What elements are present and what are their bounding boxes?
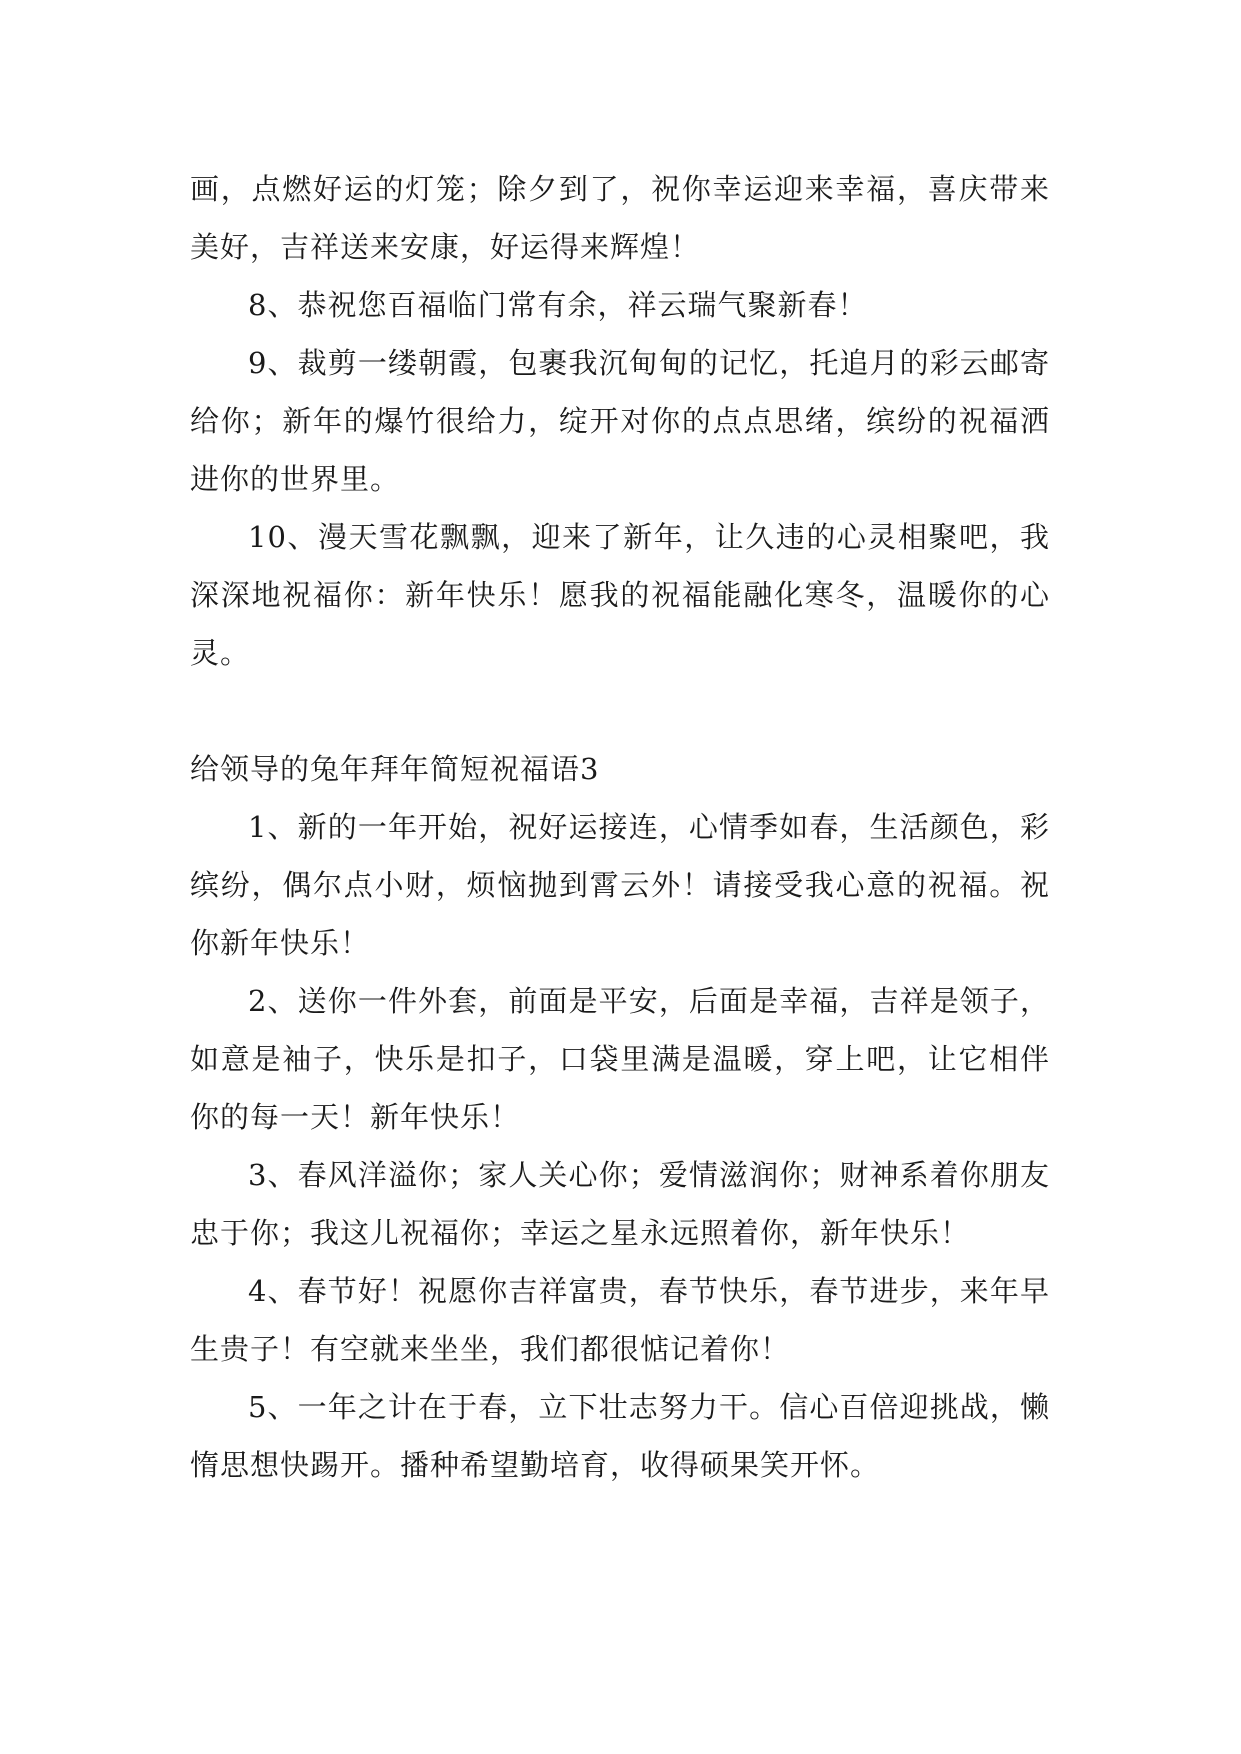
intro-continuation-paragraph: 画，点燃好运的灯笼；除夕到了，祝你幸运迎来幸福，喜庆带来美好，吉祥送来安康，好运得来辉煌！ <box>190 172 1050 264</box>
section3-item-5: 5、一年之计在于春，立下壮志努力干。信心百倍迎挑战，懒惰思想快踢开。播种希望勤培育，收得硕果笑开怀。 <box>190 1390 1050 1482</box>
document-body <box>190 160 1050 1494</box>
section3-item-3: 3、春风洋溢你；家人关心你；爱情滋润你；财神系着你朋友忠于你；我这儿祝福你；幸运之星永远照着你，新年快乐！ <box>190 1158 1050 1250</box>
section3-item-4: 4、春节好！祝愿你吉祥富贵，春节快乐，春节进步，来年早生贵子！有空就来坐坐，我们都很惦记着你！ <box>190 1274 1050 1366</box>
section3-item-1: 1、新的一年开始，祝好运接连，心情季如春，生活颜色，彩缤纷，偶尔点小财，烦恼抛到霄云外！请接受我心意的祝福。祝你新年快乐！ <box>190 810 1050 960</box>
blessing-item-10: 10、漫天雪花飘飘，迎来了新年，让久违的心灵相聚吧，我深深地祝福你：新年快乐！愿我的祝福能融化寒冬，温暖你的心灵。 <box>190 520 1050 670</box>
blessing-item-8: 8、恭祝您百福临门常有余，祥云瑞气聚新春！ <box>248 288 868 322</box>
section3-item-2: 2、送你一件外套，前面是平安，后面是幸福，吉祥是领子，如意是袖子，快乐是扣子，口袋里满是温暖，穿上吧，让它相伴你的每一天！新年快乐！ <box>190 984 1050 1134</box>
section-heading: 给领导的兔年拜年简短祝福语3 <box>190 752 600 786</box>
blessing-item-9: 9、裁剪一缕朝霞，包裹我沉甸甸的记忆，托追月的彩云邮寄给你；新年的爆竹很给力，绽开对你的点点思绪，缤纷的祝福洒进你的世界里。 <box>190 346 1050 496</box>
